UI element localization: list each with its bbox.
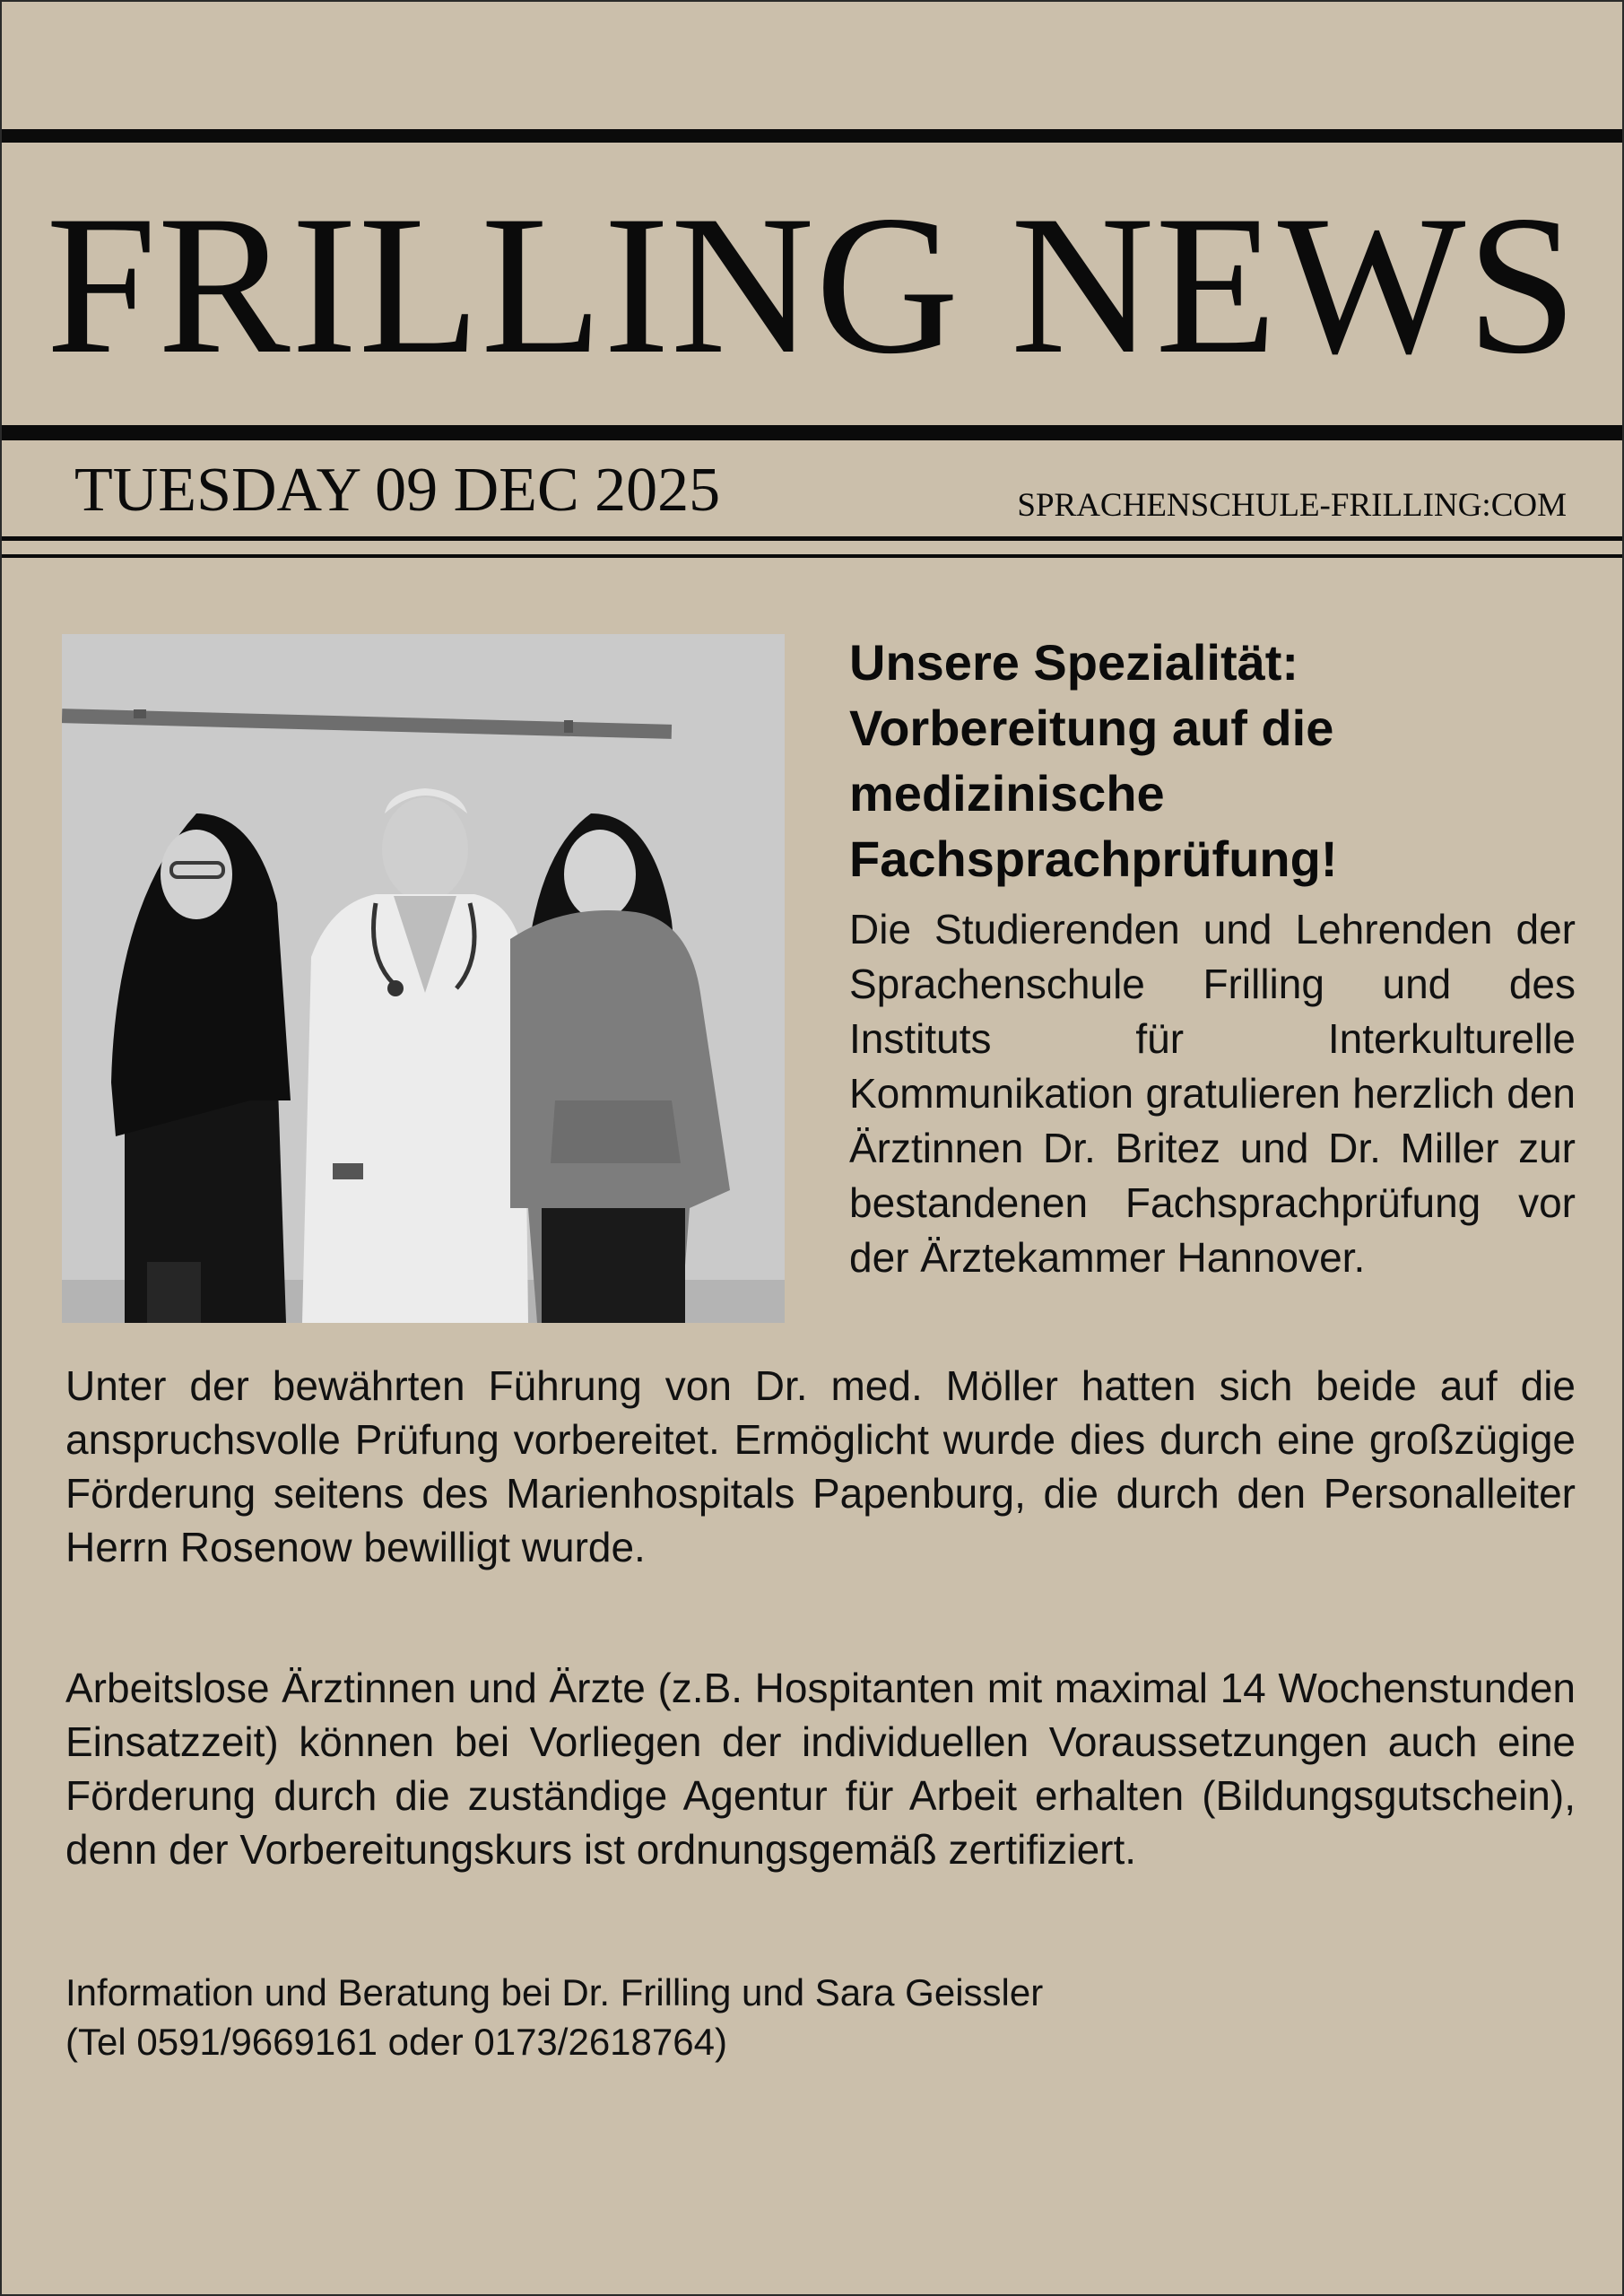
article-photo [62,634,785,1323]
contact-line: Information und Beratung bei Dr. Frilling und Sara Geissler [65,1971,1044,2013]
contact-info [65,1968,1576,2066]
masthead-title: FRILLING NEWS [46,175,1578,396]
dateline-rule-lower [2,554,1622,558]
masthead-rule [2,425,1622,440]
article-headline: Unsere Spezialität: Vorbereitung auf die medizinische Fachsprachprüfung! [849,634,1338,887]
article-paragraph: Arbeitslose Ärztinnen und Ärzte (z.B. Hospitanten mit maximal 14 Wochenstunden Einsatzzeit) können bei Vorliegen der individuellen Voraussetzungen auch eine Förderung durch die zuständige Agentur für Arbeit erhalten (Bildungsgutschein), denn der Vorbereitungskurs ist ordnungsgemäß zertifiziert. [65,1665,1576,1873]
issue-date: TUESDAY 09 DEC 2025 [74,456,721,525]
top-rule [2,129,1622,143]
article-intro: Die Studierenden und Lehrenden der Sprachenschule Frilling und des Instituts für Interkulturelle Kommunikation gratulieren herzlich den Ärztinnen Dr. Britez und Dr. Miller zur bestandenen Fachsprachprüfung vor der Ärztekammer Hannover. [849,906,1576,1281]
website-label: SPRACHENSCHULE-FRILLING:COM [1017,487,1567,524]
dateline-rule-upper [2,536,1622,541]
group-photo-icon [62,634,785,1323]
article-paragraph: Unter der bewährten Führung von Dr. med. Möller hatten sich beide auf die anspruchsvolle Prüfung vorbereitet. Ermöglicht wurde dies durch eine großzügige Förderung seitens des Marienhospitals Papenburg, die durch den Personalleiter Herrn Rosenow bewilligt wurde. [65,1362,1576,1570]
contact-phone: (Tel 0591/9669161 oder 0173/2618764) [65,2021,727,2063]
